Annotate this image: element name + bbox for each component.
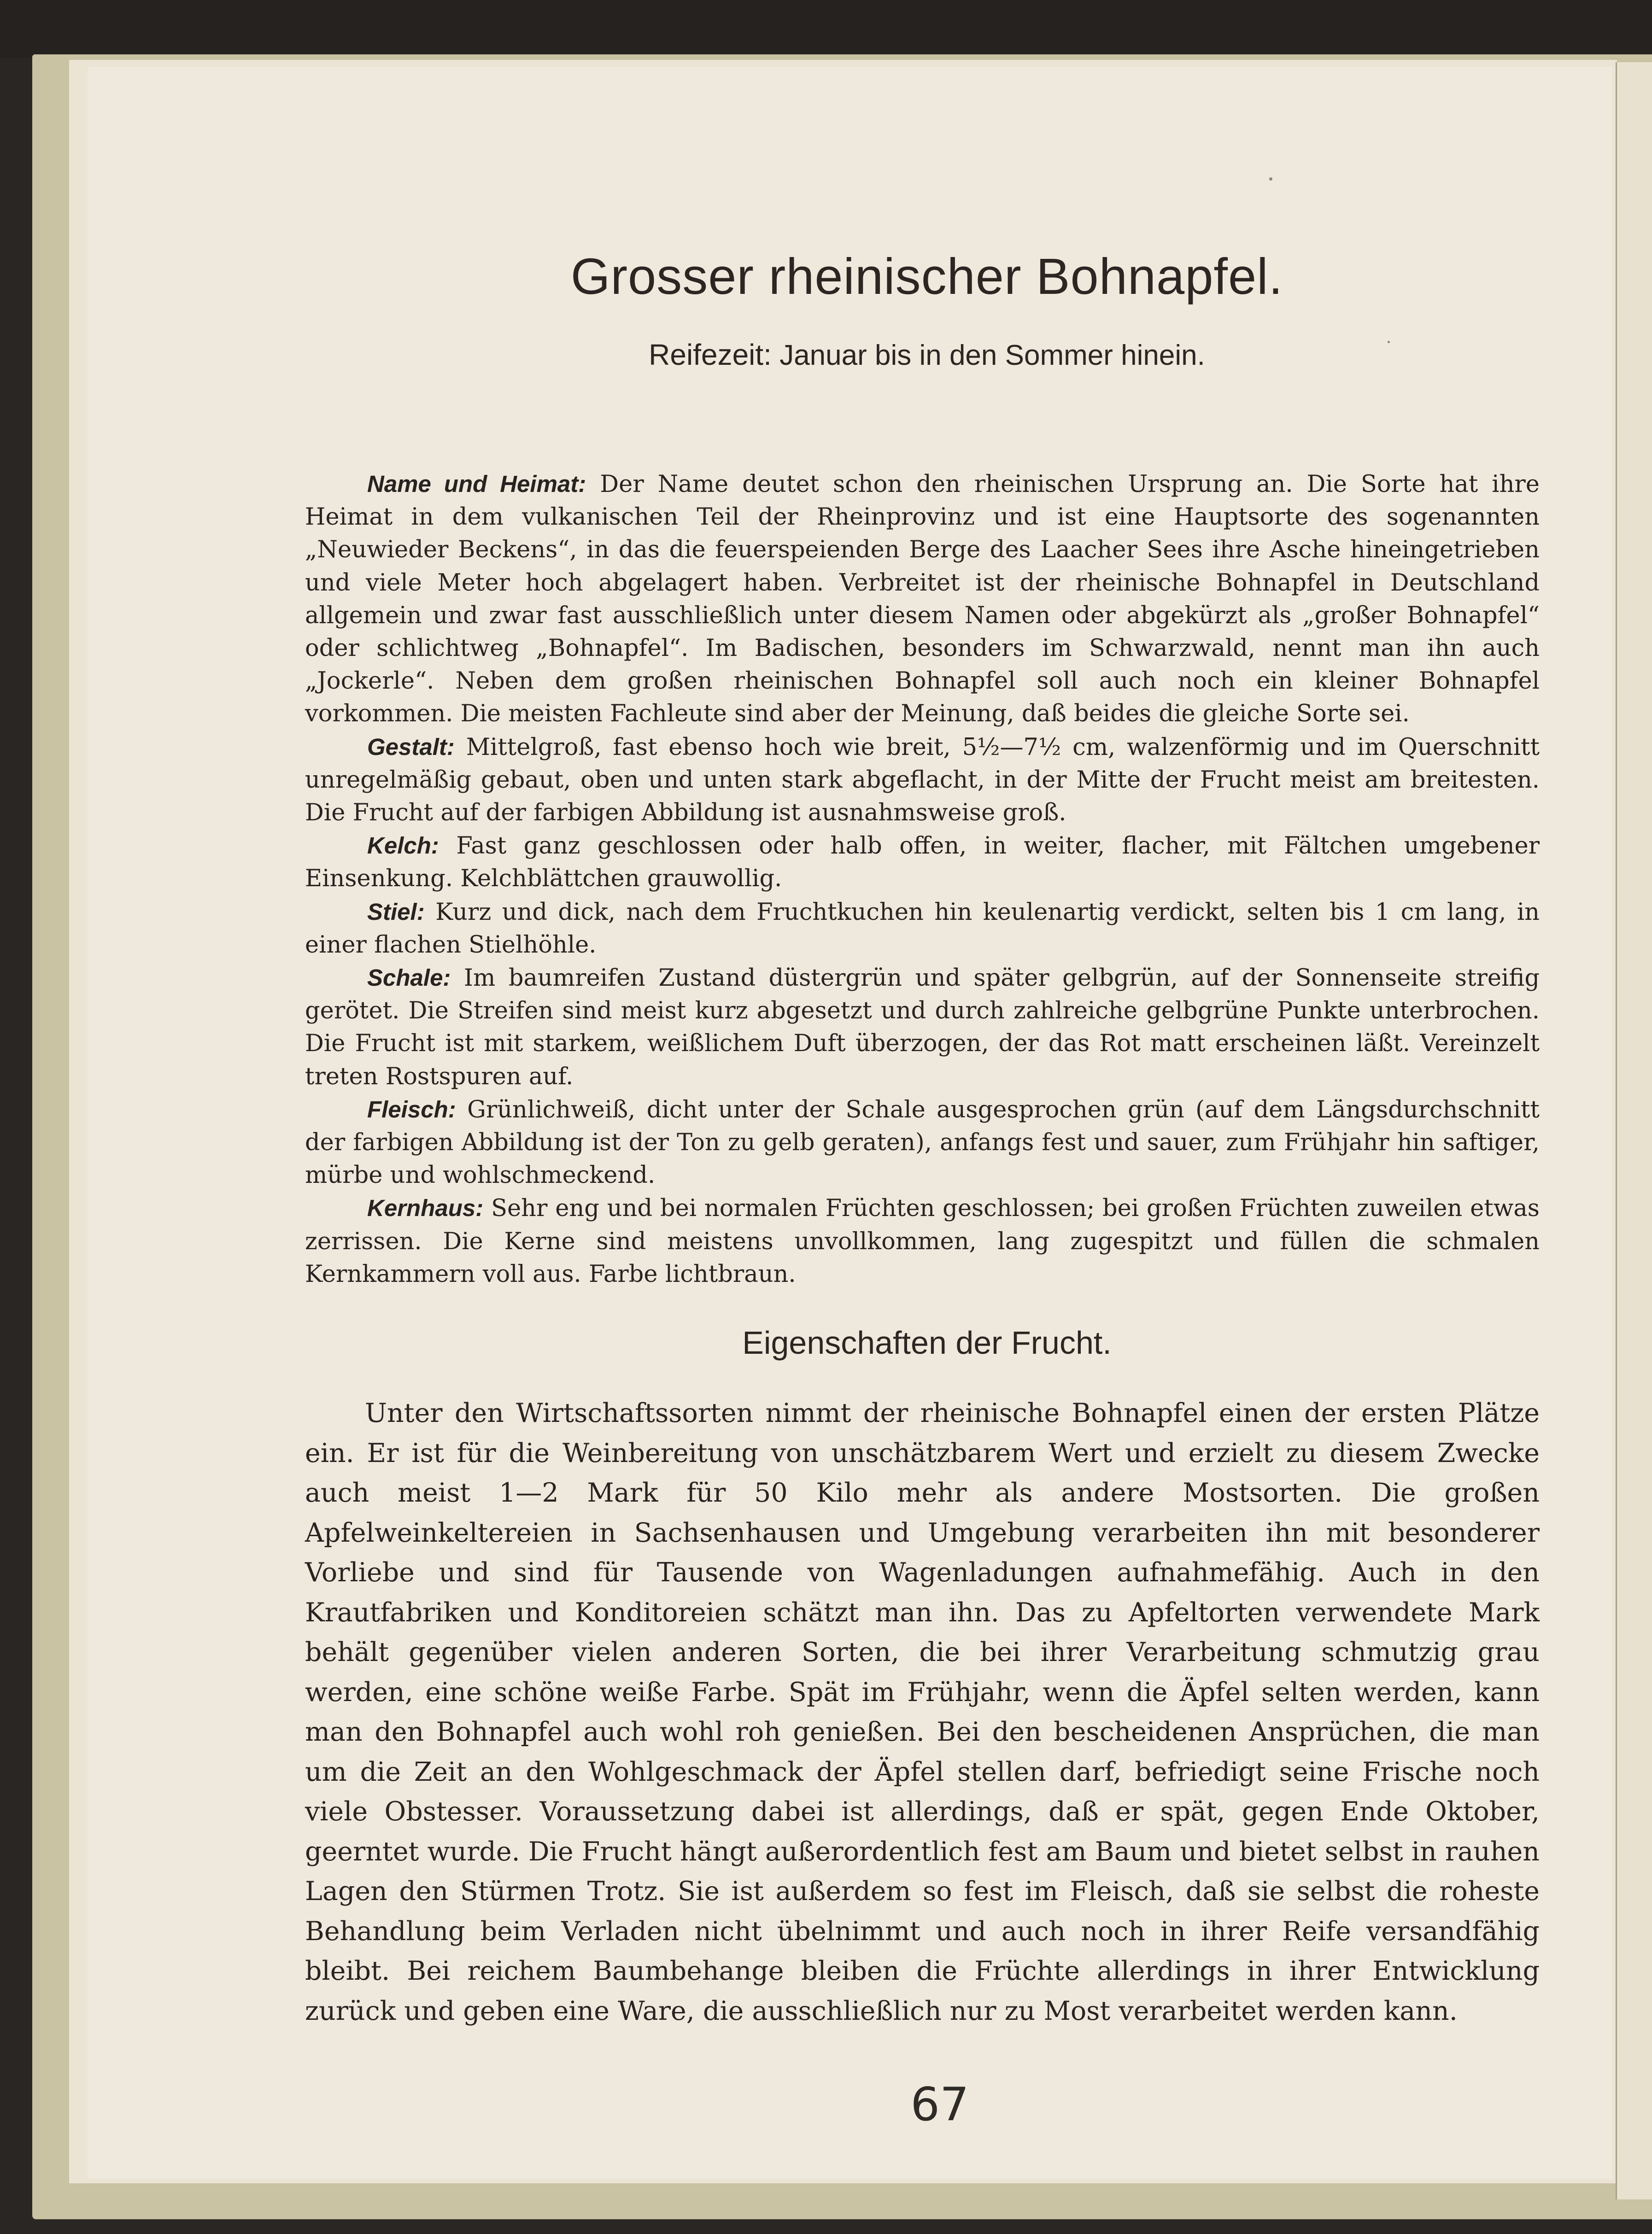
description-paragraph xyxy=(305,1093,1540,1192)
description-term: Name und Heimat: xyxy=(367,471,586,497)
handwritten-page-number: 67 xyxy=(910,2077,969,2131)
section-heading: Eigenschaften der Frucht. xyxy=(742,1325,1112,1361)
description-text: Der Name deutet schon den rheinischen Ursprung an. Die Sorte hat ihre Heimat in dem vulkanischen Teil der Rheinprovinz und ist eine Hauptsorte des sogenannten „Neuwieder Beckens“, in das die feuerspeienden Berge des Laacher Sees ihre Asche hineingetrieben und viele Meter hoch abgelagert haben. Verbreitet ist der rheinische Bohnapfel in Deutschland allgemein und zwar fast ausschließlich unter diesem Namen oder abgekürzt als „großer Bohnapfel“ oder schlichtweg „Bohnapfel“. Im Badischen, besonders im Schwarzwald, nennt man ihn auch „Jockerle“. Neben dem großen rheinischen Bohnapfel soll auch noch ein kleiner Bohnapfel vorkommen. Die meisten Fachleute sind aber der Meinung, daß beides die gleiche Sorte sei. xyxy=(305,471,1540,728)
ripeness-label: Reifezeit: xyxy=(649,338,772,371)
variety-description xyxy=(305,468,1540,1291)
description-paragraph xyxy=(305,895,1540,961)
book-page xyxy=(88,67,1612,2179)
description-term: Schale: xyxy=(367,965,451,991)
ripeness-line xyxy=(305,338,1549,372)
description-paragraph xyxy=(305,468,1540,731)
description-text: Mittelgroß, fast ebenso hoch wie breit, 5½—7½ cm, walzenförmig und im Querschnitt unregelmäßig gebaut, oben und unten stark abgeflacht, in der Mitte der Frucht meist am breitesten. Die Frucht auf der farbigen Abbildung ist ausnahmsweise groß. xyxy=(305,733,1540,827)
description-term: Kernhaus: xyxy=(367,1195,484,1222)
facing-page-edge xyxy=(1616,62,1652,2199)
page-title: Grosser rheinischer Bohnapfel. xyxy=(570,248,1283,305)
description-text: Grünlichweiß, dicht unter der Schale ausgesprochen grün (auf dem Längsdurchschnitt der farbigen Abbildung ist der Ton zu gelb geraten), anfangs fest und sauer, zum Frühjahr hin saftiger, mürbe und wohlschmeckend. xyxy=(305,1096,1540,1189)
description-term: Stiel: xyxy=(367,898,425,925)
scan-background-top xyxy=(0,0,1652,58)
description-text: Sehr eng und bei normalen Früchten geschlossen; bei großen Früchten zuweilen etwas zerrissen. Die Kerne sind meistens unvollkommen, lang zugespitzt und füllen die schmalen Kernkammern voll aus. Farbe lichtbraun. xyxy=(305,1195,1540,1288)
description-paragraph xyxy=(305,961,1540,1093)
description-term: Gestalt: xyxy=(367,733,455,760)
description-paragraph xyxy=(305,1192,1540,1291)
fruit-properties xyxy=(305,1393,1540,2031)
description-term: Kelch: xyxy=(367,832,439,859)
description-term: Fleisch: xyxy=(367,1096,456,1123)
description-paragraph xyxy=(305,731,1540,830)
description-text: Im baumreifen Zustand düstergrün und später gelbgrün, auf der Sonnenseite streifig gerötet. Die Streifen sind meist kurz abgesetzt und durch zahlreiche gelbgrüne Punkte unterbrochen. Die Frucht ist mit starkem, weißlichem Duft überzogen, der das Rot matt erscheinen läßt. Vereinzelt treten Rostspuren auf. xyxy=(305,965,1540,1090)
description-paragraph xyxy=(305,829,1540,895)
ripeness-value: Januar bis in den Sommer hinein. xyxy=(779,339,1205,371)
properties-paragraph: Unter den Wirtschaftssorten nimmt der rheinische Bohnapfel einen der ersten Plätze ein. Er ist für die Weinbereitung von unschätzbarem Wert und erzielt zu diesem Zwecke auch meist 1—2 Mark für 50 Kilo mehr als andere Mostsorten. Die großen Apfelweinkeltereien in Sachsenhausen und Umgebung verarbeiten ihn mit besonderer Vorliebe und sind für Tausende von Wagenladungen aufnahmefähig. Auch in den Krautfabriken und Konditoreien schätzt man ihn. Das zu Apfeltorten verwendete Mark behält gegenüber vielen anderen Sorten, die bei ihrer Verarbeitung schmutzig grau werden, eine schöne weiße Farbe. Spät im Frühjahr, wenn die Äpfel selten werden, kann man den Bohnapfel auch wohl roh genießen. Bei den bescheidenen Ansprüchen, die man um die Zeit an den Wohlgeschmack der Äpfel stellen darf, befriedigt seine Frische noch viele Obstesser. Voraussetzung dabei ist allerdings, daß er spät, gegen Ende Oktober, geerntet wurde. Die Frucht hängt außerordentlich fest am Baum und bietet selbst in rauhen Lagen den Stürmen Trotz. Sie ist außerdem so fest im Fleisch, daß sie selbst die roheste Behandlung beim Verladen nicht übelnimmt und auch noch in ihrer Reife versandfähig bleibt. Bei reichem Baumbehange bleiben die Früchte allerdings in ihrer Entwicklung zurück und geben eine Ware, die ausschließlich nur zu Most verarbeitet werden kann. xyxy=(305,1398,1540,2026)
paper-speck xyxy=(1269,177,1272,181)
description-text: Fast ganz geschlossen oder halb offen, in weiter, flacher, mit Fältchen umgebener Einsenkung. Kelchblättchen grauwollig. xyxy=(305,832,1540,893)
description-text: Kurz und dick, nach dem Fruchtkuchen hin keulenartig verdickt, selten bis 1 cm lang, in einer flachen Stielhöhle. xyxy=(305,898,1540,959)
